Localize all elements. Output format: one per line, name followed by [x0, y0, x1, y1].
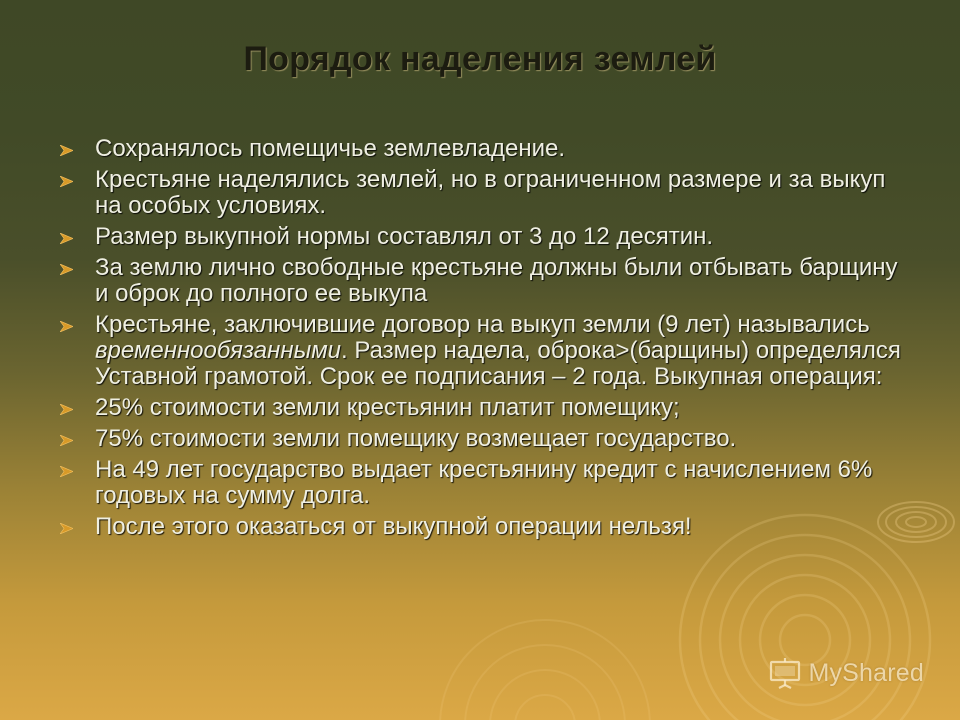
- bullet-list: [60, 136, 910, 545]
- bullet-item: [60, 255, 910, 307]
- arrowhead-bullet-icon: [60, 404, 73, 415]
- bullet-text: За землю лично свободные крестьяне должны были отбывать барщину и оброк до полного ее выкупа: [95, 254, 898, 307]
- arrowhead-bullet-icon: [60, 264, 73, 275]
- bullet-text: 75% стоимости земли помещику возмещает государство.: [95, 425, 737, 452]
- brand-name: MyShared: [808, 658, 924, 687]
- bullet-item: [60, 426, 910, 452]
- bullet-text: Размер выкупной нормы составлял от 3 до 12 десятин.: [95, 223, 714, 250]
- arrowhead-bullet-icon: [60, 233, 73, 244]
- bullet-item: [60, 514, 910, 540]
- bullet-item: [60, 224, 910, 250]
- bullet-item: [60, 395, 910, 421]
- bullet-item: [60, 457, 910, 509]
- bullet-item: [60, 136, 910, 162]
- bullet-text: [95, 311, 901, 390]
- arrowhead-bullet-icon: [60, 145, 73, 156]
- arrowhead-bullet-icon: [60, 523, 73, 534]
- bullet-text: Сохранялось помещичье землевладение.: [95, 135, 566, 162]
- bullet-text: 25% стоимости земли крестьянин платит помещику;: [95, 394, 680, 421]
- arrowhead-bullet-icon: [60, 176, 73, 187]
- bullet-text-part: Крестьяне, заключившие договор на выкуп земли (9 лет) назывались: [95, 311, 870, 338]
- arrowhead-bullet-icon: [60, 435, 73, 446]
- arrowhead-bullet-icon: [60, 466, 73, 477]
- myshared-watermark-link[interactable]: [768, 656, 924, 690]
- bullet-text: На 49 лет государство выдает крестьянину кредит с начислением 6% годовых на сумму долга.: [95, 456, 873, 509]
- bullet-text: После этого оказаться от выкупной операции нельзя!: [95, 513, 692, 540]
- arrowhead-bullet-icon: [60, 321, 73, 332]
- bullet-text-part: . Размер надела, оброка>(барщины) определялся Уставной грамотой. Срок ее подписания – 2 года. Выкупная операция:: [95, 337, 901, 390]
- bullet-item: [60, 167, 910, 219]
- projector-screen-icon: [768, 656, 802, 690]
- bullet-text: Крестьяне наделялись землей, но в ограниченном размере и за выкуп на особых условиях.: [95, 166, 886, 219]
- bullet-item: [60, 312, 910, 390]
- italic-term: временнообязанными: [95, 337, 342, 364]
- slide-title: Порядок наделения землей: [243, 40, 717, 78]
